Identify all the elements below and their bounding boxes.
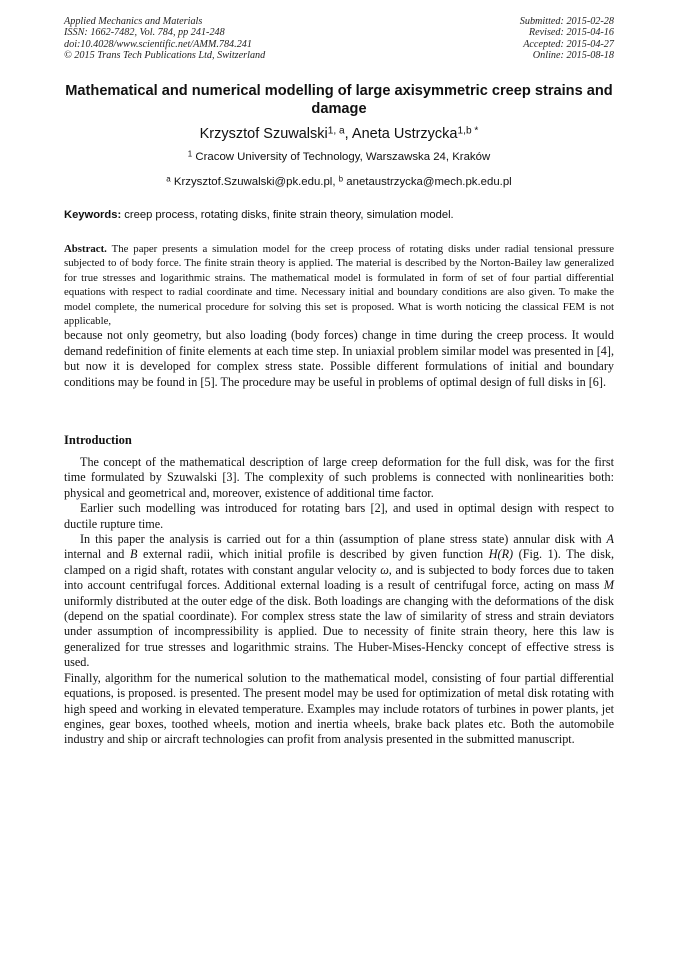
symbol-M: M: [603, 578, 614, 593]
journal-name: Applied Mechanics and Materials: [64, 16, 203, 27]
copyright-line: © 2015 Trans Tech Publications Ltd, Switzerland: [64, 50, 266, 62]
author-1-name: Krzysztof Szuwalski: [199, 126, 328, 142]
abstract-part-1: [64, 242, 614, 328]
email-b-superscript: b: [338, 174, 344, 184]
introduction-heading: Introduction: [64, 433, 132, 447]
text-run: , and is subjected to body forces due to taken into account centrifugal forces. Additional external loading is a result of centrifugal force, acting on mass: [64, 562, 614, 593]
abstract-label: Abstract.: [64, 243, 107, 255]
symbol-HR: H(R): [488, 547, 514, 562]
paper-title: Mathematical and numerical modelling of large axisymmetric creep strains and damage: [65, 83, 613, 117]
doi-line: doi:10.4028/www.scientific.net/AMM.784.241: [64, 38, 252, 50]
introduction-body: [64, 455, 614, 748]
text-run: external radii, which initial profile is described by given function: [137, 547, 489, 562]
text-run: internal and: [64, 547, 130, 562]
abstract: [64, 242, 614, 390]
text-run: uniformly distributed at the outer edge of the disk. Both loadings are changing with the deformations of the disk (depend on the spatial coordinate). For complex stress state the law of similarity of stress and strain deviators under assumption of incompressibility is applied. Due to necessity of finite strain theory, here this law is generalized for true stresses and logarithmic strains. The Huber-Mises-Hencky concept of effective stress is used.: [64, 593, 614, 670]
intro-paragraph-1: The concept of the mathematical description of large creep deformation for the full disk, was for the first time formulated by Szuwalski [3]. The complexity of such problems is connected with nonlinearities both: physical and geometrical and, moreover, existence of additional time factor.: [64, 455, 614, 500]
text-run: In this paper the analysis is carried out for a thin (assumption of plane stress state) annular disk with: [80, 532, 607, 547]
affiliation-superscript: 1: [187, 149, 193, 159]
intro-paragraph-3: [64, 532, 614, 671]
journal-info: [64, 16, 364, 62]
symbol-B: B: [129, 547, 138, 562]
abstract-text-1: The paper presents a simulation model for the creep process of rotating disks under radial tensional pressure subjected to of body force. The finite strain theory is applied. The material is described by the Norton-Bailey law generalized for true stresses and logarithmic strains. The mathematical model is formulated in form of set of four partial differential equations with respect to radial coordinate and time. Necessary initial and boundary conditions are also given. To make the model complete, the numerical procedure for solving this set is proposed. What is worth noticing the classical FEM is not applicable,: [64, 243, 614, 328]
submitted-date: Submitted: 2015-02-28: [519, 16, 614, 27]
affiliation: [64, 150, 614, 164]
issn-line: ISSN: 1662-7482, Vol. 784, pp 241-248: [64, 27, 225, 39]
symbol-A: A: [606, 532, 614, 547]
email-b-link[interactable]: anetaustrzycka@mech.pk.edu.pl: [343, 176, 512, 188]
abstract-part-2: because not only geometry, but also loading (body forces) change in time during the creep process. It would demand redefinition of finite elements at each time step. In uniaxial problem similar model was presented in [4], but now it is developed for complex stress state. Possible different formulations of initial and boundary conditions may be found in [5]. The procedure may be useful in problems of optimal design of full disks in [6].: [64, 328, 614, 389]
author-list: [64, 125, 614, 143]
publication-dates: [394, 16, 614, 62]
author-2-superscript: 1,b *: [457, 125, 479, 137]
revised-date: Revised: 2015-04-16: [528, 27, 614, 39]
email-a-superscript: a: [166, 174, 171, 184]
keywords-line: [64, 208, 614, 222]
author-2-name: Aneta Ustrzycka: [351, 126, 458, 142]
intro-paragraph-2: Earlier such modelling was introduced for rotating bars [2], and used in optimal design with respect to ductile rupture time.: [64, 501, 614, 531]
author-separator: ,: [344, 126, 352, 142]
keywords-label: Keywords:: [64, 209, 122, 221]
affiliation-text: Cracow University of Technology, Warszawska 24, Kraków: [192, 151, 491, 163]
online-date: Online: 2015-08-18: [532, 50, 614, 62]
accepted-date: Accepted: 2015-04-27: [523, 38, 614, 50]
text-run: (Fig. 1). The disk, clamped on a rigid shaft, rotates with constant angular velocity: [64, 547, 614, 577]
symbol-omega: ω: [380, 562, 389, 577]
intro-paragraph-4: Finally, algorithm for the numerical solution to the mathematical model, consisting of four partial differential equations, is proposed. is presented. The present model may be used for optimization of metal disk rotating with high speed and working in elevated temperature. Examples may include rotators of turbines in power plants, jet engines, gear boxes, toothed wheels, motion and inertia wheels, brake back plates etc. Both the automobile industry and ship or aircraft technologies can profit from analysis presented in the submitted manuscript.: [64, 670, 614, 747]
author-1-superscript: 1, a: [327, 125, 345, 137]
author-emails: [64, 175, 614, 189]
email-a-link[interactable]: Krzysztof.Szuwalski@pk.edu.pl,: [170, 176, 339, 188]
keywords-text: creep process, rotating disks, finite strain theory, simulation model.: [121, 209, 454, 221]
